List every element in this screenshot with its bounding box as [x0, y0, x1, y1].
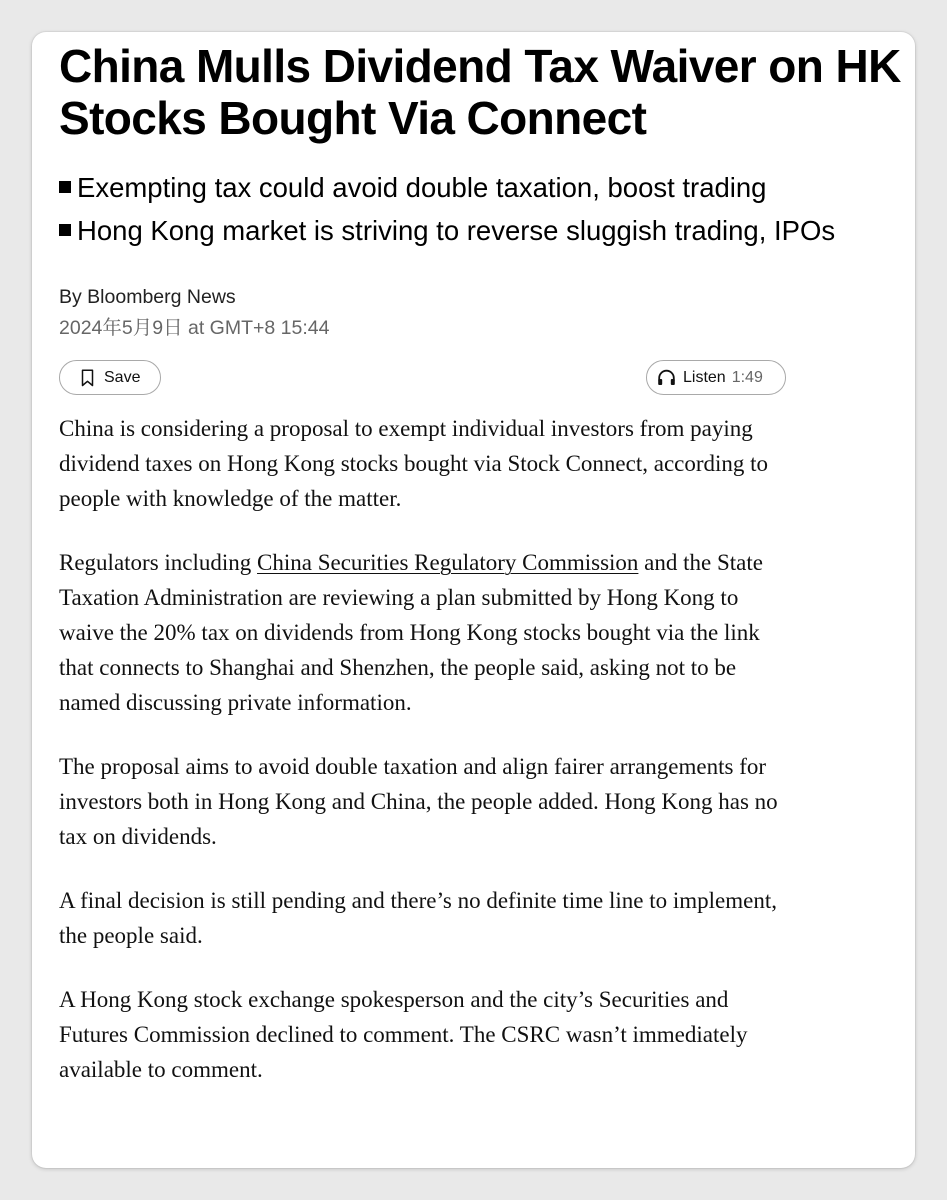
- paragraph: China is considering a proposal to exempt individual investors from paying dividend taxes on Hong Kong stocks bought via Stock Connect, according to people with knowledge of the matter.: [59, 416, 769, 511]
- summary-bullet: [59, 166, 909, 209]
- paragraph: A final decision is still pending and there’s no definite time line to implement, the people said.: [59, 888, 777, 948]
- bullet-square-icon: [59, 181, 71, 193]
- paragraph: A Hong Kong stock exchange spokesperson and the city’s Securities and Futures Commission declined to comment. The CSRC wasn’t immediately available to comment.: [59, 987, 748, 1082]
- article-content: [59, 40, 909, 1116]
- save-button[interactable]: [59, 360, 161, 395]
- csrc-link[interactable]: China Securities Regulatory Commission: [257, 550, 639, 575]
- bullet-square-icon: [59, 224, 71, 236]
- paragraph: [59, 545, 789, 720]
- paragraph-text: Regulators including: [59, 550, 258, 575]
- summary-bullet: [59, 209, 909, 252]
- byline: By Bloomberg News: [59, 286, 236, 308]
- article-actions: [59, 360, 786, 396]
- publish-date: 2024年5月9日 at GMT+8 15:44: [59, 317, 330, 339]
- listen-label: Listen: [683, 368, 726, 386]
- bookmark-icon: [81, 369, 94, 387]
- summary-bullet-text: Hong Kong market is striving to reverse sluggish trading, IPOs: [77, 215, 836, 246]
- summary-bullet-text: Exempting tax could avoid double taxation, boost trading: [77, 172, 767, 203]
- headphones-icon: [657, 369, 676, 386]
- headline: China Mulls Dividend Tax Waiver on HK Stocks Bought Via Connect: [59, 40, 901, 144]
- paragraph: The proposal aims to avoid double taxation and align fairer arrangements for investors both in Hong Kong and China, the people added. Hong Kong has no tax on dividends.: [59, 754, 778, 849]
- save-label: Save: [104, 368, 141, 386]
- summary-bullets: [59, 166, 909, 252]
- listen-button[interactable]: [646, 360, 786, 395]
- paragraph-text: and the State Taxation Administration are reviewing a plan submitted by Hong Kong to waive the 20% tax on dividends from Hong Kong stocks bought via the link that connects to Shanghai and Shenzhen, the people said, asking not to be named discussing private information.: [59, 550, 763, 715]
- listen-duration: 1:49: [731, 368, 763, 386]
- article-card: [32, 32, 915, 1168]
- article-body: [59, 411, 789, 1087]
